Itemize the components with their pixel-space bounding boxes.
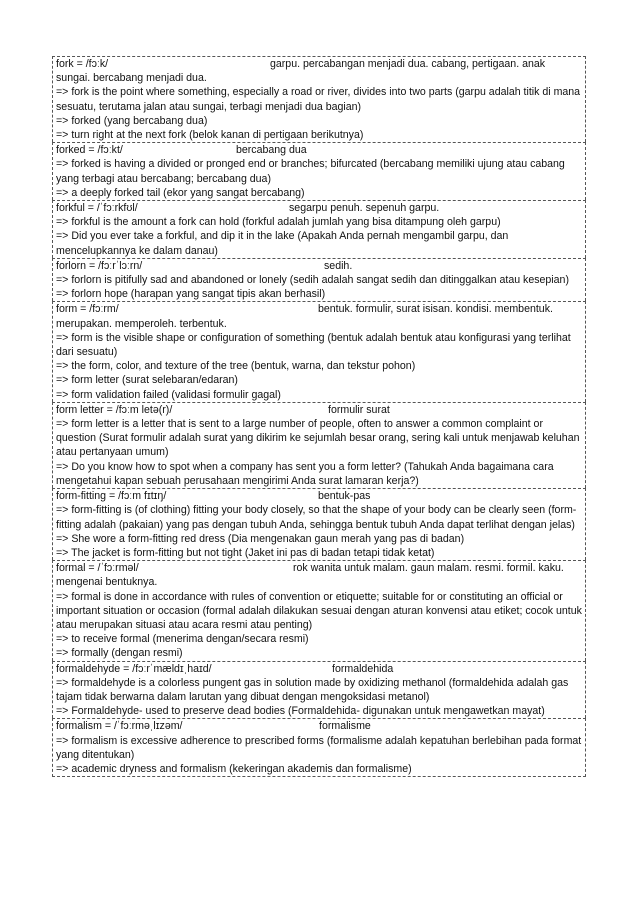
definition-line: => Do you know how to spot when a company has sent you a form letter? (Tahukah Anda bagaimana cara mengetahui kapan sebuah perusahaan mengirimi Anda surat lamaran kerja?) (56, 460, 554, 487)
entry-formalism (52, 718, 586, 777)
entry-header (56, 403, 583, 417)
definition-line: => to receive formal (menerima dengan/secara resmi) (56, 633, 309, 646)
headword: formaldehyde = /fɔːrˈmældɪˌhaɪd/ (56, 662, 212, 675)
headword: form letter = /fɔːm letə(r)/ (56, 403, 173, 416)
definition-line: => formalism is excessive adherence to prescribed forms (formalisme adalah kepatuhan berlebihan pada format yang ditentukan) (56, 734, 582, 761)
definition-line: => form is the visible shape or configuration of something (bentuk adalah bentuk atau konfigurasi yang terlihat dari sesuatu) (56, 331, 571, 359)
entry-header (56, 302, 583, 316)
headword: form-fitting = /fɔːm fɪtɪŋ/ (56, 490, 167, 503)
definition-line: => The jacket is form-fitting but not tight (Jaket ini pas di badan tetapi tidak ketat) (56, 546, 435, 559)
definition-line: => forked is having a divided or pronged end or branches; bifurcated (bercabang memiliki ujung atau cabang yang terbagi atau bercabang; bercabang dua) (56, 158, 565, 185)
translation-continued: mengenai bentuknya. (56, 576, 158, 589)
headword: forked = /fɔːkt/ (56, 144, 123, 157)
translation: bentuk-pas (318, 490, 371, 503)
entry-form-letter (52, 402, 586, 488)
definition-line: => formally (dengan resmi) (56, 647, 183, 660)
definition-line: => the form, color, and texture of the tree (bentuk, warna, dan tekstur pohon) (56, 360, 416, 373)
entry-form-fitting (52, 488, 586, 560)
entry-forkful (52, 200, 586, 258)
definition-line: => fork is the point where something, especially a road or river, divides into two parts (garpu adalah titik di mana sesuatu, terutama jalan atau sungai, terbagi menjadi dua bagian) (56, 86, 581, 113)
definition-line: => turn right at the next fork (belok kanan di pertigaan berikutnya) (56, 129, 364, 142)
dictionary-page (52, 56, 586, 777)
entry-header (56, 259, 583, 273)
translation: sedih. (324, 259, 353, 272)
translation-continued: merupakan. memperoleh. terbentuk. (56, 317, 227, 330)
headword: formalism = /ˈfɔːrməˌlɪzəm/ (56, 720, 183, 733)
entry-fork (52, 56, 586, 142)
translation: bercabang dua (236, 144, 307, 157)
headword: forlorn = /fɔːrˈlɔːrn/ (56, 259, 143, 272)
translation: segarpu penuh. sepenuh garpu. (289, 202, 440, 215)
definition-line: => form-fitting is (of clothing) fitting your body closely, so that the shape of your body can be clearly seen (form-fitting adalah (pakaian) yang pas dengan tubuh Anda, sehingga bentuk tubuh Anda dapat terlihat dengan jelas) (56, 504, 577, 531)
definition-line: => form validation failed (validasi formulir gagal) (56, 388, 281, 401)
definition-line: => forlorn hope (harapan yang sangat tipis akan berhasil) (56, 288, 326, 301)
entry-header (56, 201, 583, 215)
entry-form (52, 301, 586, 401)
translation: formaldehida (332, 662, 394, 675)
definition-line: => formal is done in accordance with rules of convention or etiquette; suitable for or constituting an official or important situation or occasion (formal adalah dilakukan sesuai dengan aturan konvensi atau etiket; cocok untuk atau merupakan situasi atau acara resmi atau penting) (56, 590, 582, 631)
definition-line: => She wore a form-fitting red dress (Dia mengenakan gaun merah yang pas di badan) (56, 532, 465, 545)
definition-line: => form letter is a letter that is sent to a large number of people, often to answer a common complaint or question (Surat formulir adalah surat yang dikirim ke sejumlah besar orang, sering kali untuk menjawab keluhan atau pertanyaan umum) (56, 418, 580, 459)
headword: forkful = /ˈfɔːrkfʊl/ (56, 202, 138, 215)
entry-header (56, 489, 583, 503)
entry-header (56, 662, 583, 676)
headword: fork = /fɔːk/ (56, 58, 109, 70)
entry-header (56, 719, 583, 733)
entry-forked (52, 142, 586, 200)
definition-line: => forkful is the amount a fork can hold (forkful adalah jumlah yang bisa ditampung oleh garpu) (56, 216, 501, 229)
translation: formulir surat (328, 403, 390, 416)
entry-header (56, 561, 583, 575)
headword: formal = /ˈfɔːrməl/ (56, 562, 139, 575)
translation: garpu. percabangan menjadi dua. cabang, pertigaan. anak (270, 58, 546, 70)
translation: rok wanita untuk malam. gaun malam. resmi. formil. kaku. (293, 562, 564, 575)
definition-line: => Did you ever take a forkful, and dip it in the lake (Apakah Anda pernah mengambil garpu, dan mencelupkannya ke dalam danau) (56, 230, 509, 257)
definition-line: => academic dryness and formalism (kekeringan akademis dan formalisme) (56, 762, 412, 775)
entry-formal (52, 560, 586, 660)
headword: form = /fɔːrm/ (56, 303, 119, 316)
definition-line: => form letter (surat selebaran/edaran) (56, 374, 238, 387)
entry-header (56, 57, 583, 71)
translation-continued: sungai. bercabang menjadi dua. (56, 72, 207, 85)
entry-formaldehyde (52, 661, 586, 719)
definition-line: => a deeply forked tail (ekor yang sangat bercabang) (56, 186, 305, 199)
entry-forlorn (52, 258, 586, 302)
definition-line: => formaldehyde is a colorless pungent gas in solution made by oxidizing methanol (formaldehida adalah gas tajam tidak berwarna dalam larutan yang dibuat dengan mengoksidasi metanol) (56, 676, 569, 703)
entry-header (56, 143, 583, 157)
translation: formalisme (319, 720, 371, 733)
definition-line: => forked (yang bercabang dua) (56, 114, 208, 127)
definition-line: => forlorn is pitifully sad and abandoned or lonely (sedih adalah sangat sedih dan ditinggalkan atau kesepian) (56, 274, 569, 287)
definition-line: => Formaldehyde- used to preserve dead bodies (Formaldehida- digunakan untuk mengawetkan mayat) (56, 705, 545, 718)
translation: bentuk. formulir, surat isisan. kondisi. membentuk. (318, 303, 553, 316)
